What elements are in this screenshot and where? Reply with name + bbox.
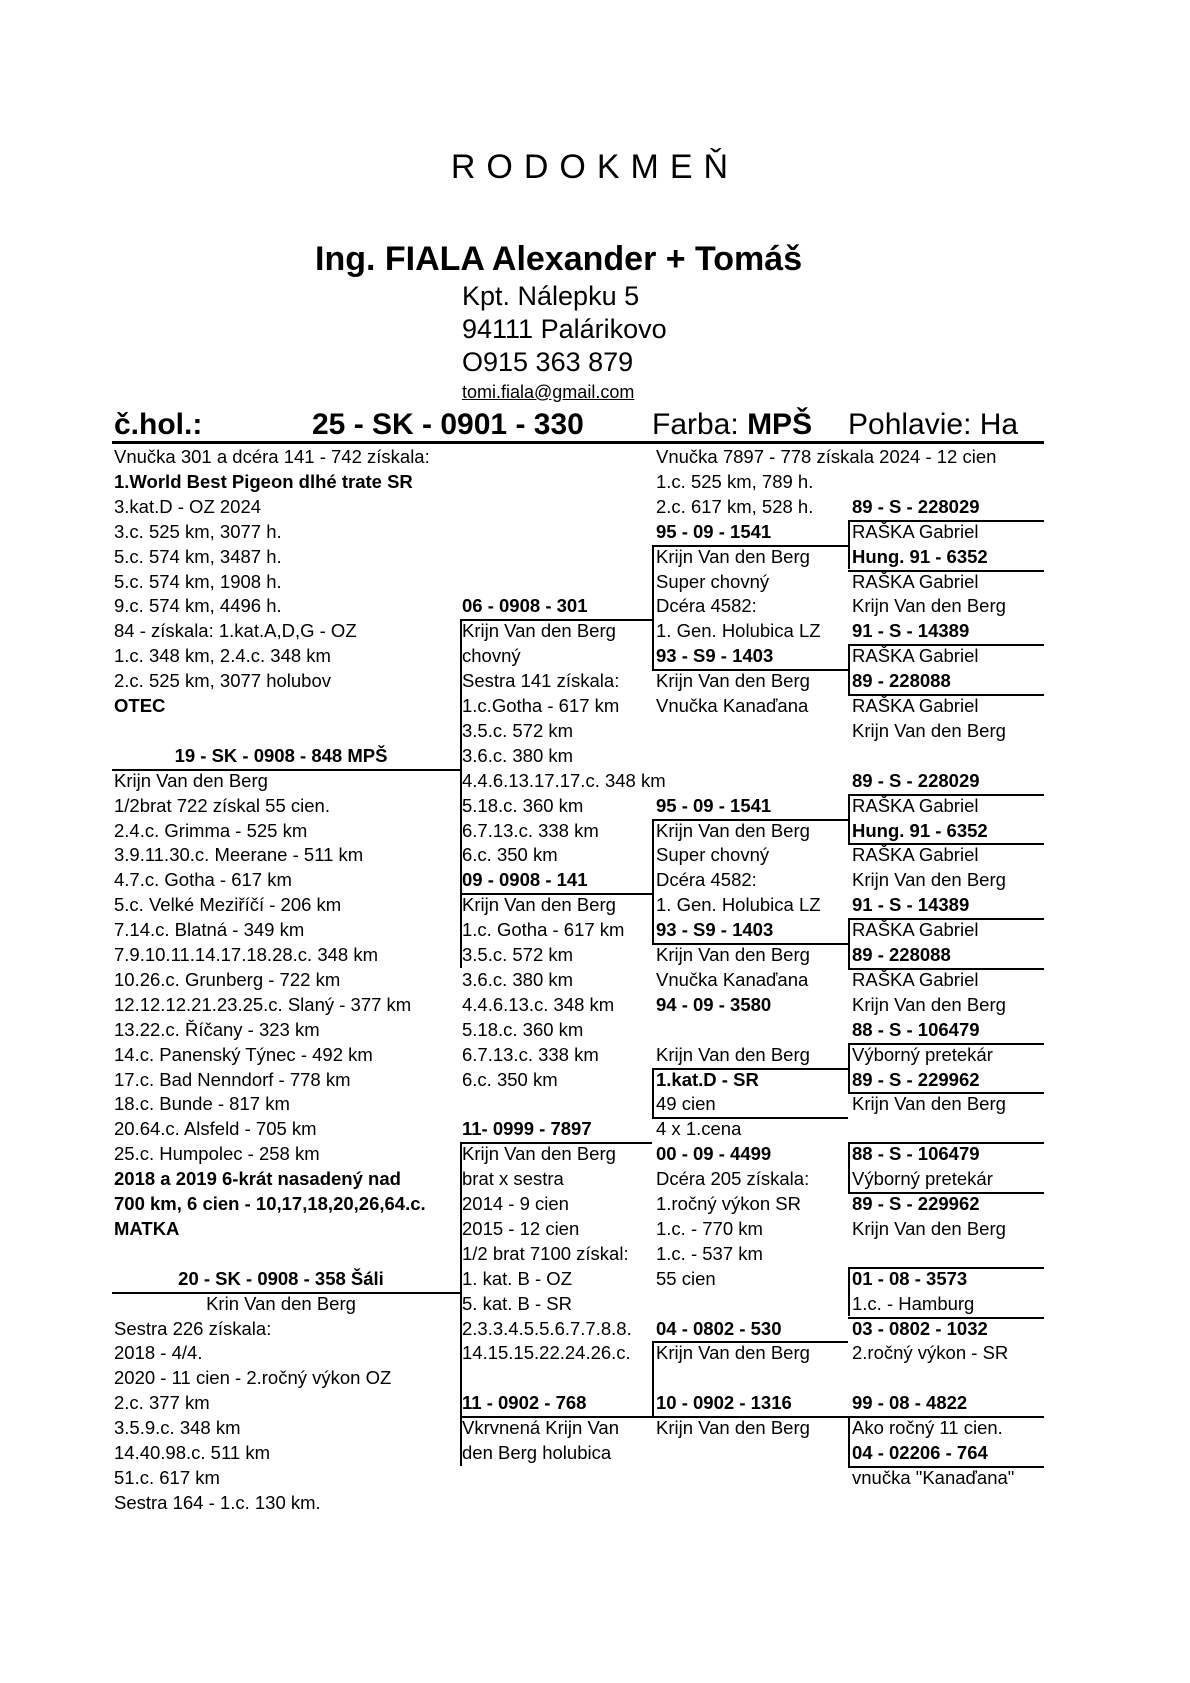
- col4-line: 89 - S - 228029: [852, 495, 980, 517]
- col1-line: 17.c. Bad Nenndorf - 778 km: [114, 1068, 351, 1090]
- bracket-line: [848, 570, 1044, 572]
- col1-line: 20.64.c. Alsfeld - 705 km: [114, 1118, 317, 1140]
- col1-line: Sestra 164 - 1.c. 130 km.: [114, 1491, 321, 1513]
- col3-line: 10 - 0902 - 1316: [656, 1392, 792, 1414]
- bracket-line: [848, 1317, 1044, 1319]
- col1-line: 3.5.9.c. 348 km: [114, 1417, 241, 1439]
- col3-line: Krijn Van den Berg: [656, 670, 810, 692]
- col3-line: Dcéra 205 získala:: [656, 1168, 810, 1190]
- col2-line: den Berg holubica: [462, 1442, 612, 1463]
- col2-line: 6.7.13.c. 338 km: [462, 819, 599, 841]
- bracket-line: [652, 819, 654, 944]
- col1-line: 2.c. 377 km: [114, 1392, 210, 1414]
- col2-line: Sestra 141 získala:: [462, 670, 620, 692]
- bracket-line: [848, 1043, 1044, 1045]
- col1-line: 3.9.11.30.c. Meerane - 511 km: [114, 844, 364, 866]
- bracket-line: [848, 1142, 850, 1192]
- col2-line: 2014 - 9 cien: [462, 1193, 569, 1214]
- sire-label: OTEC: [114, 695, 166, 716]
- col1-line: 1/2brat 722 získal 55 cien.: [114, 794, 330, 816]
- col3-line: 95 - 09 - 1541: [656, 794, 772, 816]
- sire-bracket: [460, 619, 462, 968]
- col1-line: 1.c. 348 km, 2.4.c. 348 km: [114, 645, 331, 667]
- col1-line: 13.22.c. Říčany - 323 km: [114, 1018, 320, 1040]
- col1-line: 12.12.12.21.23.25.c. Slaný - 377 km: [114, 993, 412, 1015]
- bracket-line: [848, 918, 850, 968]
- col4-line: 2.ročný výkon - SR: [852, 1342, 1009, 1364]
- bracket-line: [652, 545, 848, 547]
- col4-line: 88 - S - 106479: [852, 1143, 980, 1165]
- bracket-line: [848, 1192, 1044, 1194]
- col1-line: 5.c. 574 km, 3487 h.: [114, 545, 282, 567]
- col4-line: 89 - S - 229962: [852, 1193, 980, 1214]
- bracket-line: [848, 843, 1044, 845]
- col2-line: 11 - 0902 - 768: [462, 1392, 587, 1414]
- col1-line: 7.14.c. Blatná - 349 km: [114, 919, 305, 941]
- col3-line: Super chovný: [656, 844, 770, 866]
- bracket-line: [848, 1466, 1044, 1468]
- bracket-line: [848, 1043, 850, 1093]
- col3-line: 1.kat.D - SR: [656, 1068, 759, 1090]
- col1-line: 2018 a 2019 6-krát nasadený nad: [114, 1168, 401, 1190]
- col3-line: Krijn Van den Berg: [656, 944, 810, 965]
- col4-line: vnučka "Kanaďana": [852, 1466, 1015, 1488]
- col4-line: Ako ročný 11 cien.: [852, 1417, 1003, 1439]
- col4-line: Krijn Van den Berg: [852, 595, 1006, 617]
- col4-line: 88 - S - 106479: [852, 1018, 980, 1040]
- col2-line: 3.5.c. 572 km: [462, 944, 574, 965]
- col1-line: 14.c. Panenský Týnec - 492 km: [114, 1043, 373, 1065]
- col4-line: RAŠKA Gabriel: [852, 794, 979, 816]
- bracket-line: [848, 968, 1044, 970]
- col2-line: 1/2 brat 7100 získal:: [462, 1242, 629, 1264]
- col1-line: 2018 - 4/4.: [114, 1342, 203, 1364]
- col4-line: RAŠKA Gabriel: [852, 520, 979, 542]
- bracket-line: [652, 1341, 654, 1416]
- col4-line: RAŠKA Gabriel: [852, 919, 979, 941]
- col1-line: Krin Van den Berg: [206, 1292, 356, 1314]
- col2-line: brat x sestra: [462, 1168, 564, 1190]
- bracket-line: [652, 819, 848, 821]
- header-rule: [112, 441, 1044, 444]
- col2-line: Krijn Van den Berg: [462, 620, 616, 642]
- col2-line: 3.5.c. 572 km: [462, 719, 574, 741]
- col2-line: 11- 0999 - 7897: [462, 1118, 592, 1140]
- col4-line: 89 - 228088: [852, 944, 951, 965]
- col3-line: 94 - 09 - 3580: [656, 993, 772, 1015]
- bracket-line: [848, 1142, 1044, 1144]
- color-label: Farba:: [652, 408, 739, 441]
- col3-line: 1.c. - 770 km: [656, 1217, 763, 1239]
- dam-line: [112, 1292, 460, 1294]
- owner-email-link[interactable]: tomi.fiala@gmail.com: [462, 382, 635, 402]
- col3-line: 1.c. - 537 km: [656, 1242, 763, 1264]
- col2-line: Krijn Van den Berg: [462, 894, 616, 916]
- bracket-line: [652, 1068, 654, 1118]
- col3-line: 2.c. 617 km, 528 h.: [656, 495, 814, 517]
- col3-line: 55 cien: [656, 1267, 716, 1289]
- col2-line: 06 - 0908 - 301: [462, 595, 588, 617]
- col4-line: Krijn Van den Berg: [852, 719, 1006, 741]
- col3-line: Dcéra 4582:: [656, 869, 757, 891]
- col2-line: chovný: [462, 645, 521, 667]
- col3-line: Krijn Van den Berg: [656, 1342, 810, 1364]
- col1-line: 9.c. 574 km, 4496 h.: [114, 595, 282, 617]
- bracket-line: [652, 545, 654, 670]
- col2-line: 3.6.c. 380 km: [462, 968, 574, 990]
- col3-line: Dcéra 4582:: [656, 595, 757, 617]
- col1-line: 3.c. 525 km, 3077 h.: [114, 520, 282, 542]
- col3-line: Vnučka 7897 - 778 získala 2024 - 12 cien: [656, 446, 997, 467]
- color-field: [652, 408, 812, 442]
- bracket-line: [848, 1267, 1044, 1269]
- sire-line: [112, 769, 460, 771]
- bracket-line: [652, 1068, 848, 1070]
- bracket-line: [848, 1416, 1044, 1418]
- col1-line: 51.c. 617 km: [114, 1466, 220, 1488]
- page-title: RODOKMEŇ: [450, 148, 740, 186]
- col2-line: 2015 - 12 cien: [462, 1217, 580, 1239]
- col3-line: 4 x 1.cena: [656, 1118, 742, 1140]
- col1-line: 2.4.c. Grimma - 525 km: [114, 819, 308, 841]
- col2-line: 6.c. 350 km: [462, 1068, 558, 1090]
- col4-line: RAŠKA Gabriel: [852, 695, 979, 716]
- col4-line: 1.c. - Hamburg: [852, 1292, 975, 1314]
- col1-line: 20 - SK - 0908 - 358 Šáli: [178, 1267, 384, 1289]
- col4-line: 91 - S - 14389: [852, 894, 970, 916]
- col1-line: 84 - získala: 1.kat.A,D,G - OZ: [114, 620, 357, 642]
- col4-line: RAŠKA Gabriel: [852, 968, 979, 990]
- col2-line: 6.c. 350 km: [462, 844, 558, 866]
- bracket-line: [848, 794, 1044, 796]
- col2-line: 4.4.6.13.c. 348 km: [462, 993, 615, 1015]
- col3-line: Krijn Van den Berg: [656, 545, 810, 567]
- col3-line: 00 - 09 - 4499: [656, 1143, 772, 1165]
- bracket-line: [848, 644, 1044, 646]
- bracket-line: [848, 1416, 850, 1466]
- col2-line: 1. kat. B - OZ: [462, 1267, 572, 1289]
- col4-line: 03 - 0802 - 1032: [852, 1317, 988, 1339]
- sex-field: [848, 408, 1018, 442]
- col4-line: Krijn Van den Berg: [852, 993, 1006, 1015]
- col4-line: 89 - S - 229962: [852, 1068, 980, 1090]
- col4-line: Hung. 91 - 6352: [852, 819, 988, 841]
- col1-line: 3.kat.D - OZ 2024: [114, 495, 262, 517]
- col4-line: 89 - 228088: [852, 670, 951, 692]
- col3-line: 04 - 0802 - 530: [656, 1317, 782, 1339]
- dam-label: MATKA: [114, 1217, 180, 1239]
- col1-line: 7.9.10.11.14.17.18.28.c. 348 km: [114, 944, 378, 965]
- sex-value: Ha: [979, 408, 1019, 441]
- col3-line: Krijn Van den Berg: [656, 819, 810, 841]
- col3-line: Super chovný: [656, 570, 770, 592]
- color-value: MPŠ: [747, 408, 813, 441]
- bracket-line: [460, 1416, 652, 1418]
- col4-line: Výborný pretekár: [852, 1043, 993, 1065]
- bracket-line: [848, 694, 1044, 696]
- bracket-line: [460, 893, 652, 895]
- col1-line: 2.c. 525 km, 3077 holubov: [114, 670, 332, 692]
- col4-line: Krijn Van den Berg: [852, 1093, 1006, 1115]
- col2-line: 4.4.6.13.17.17.c. 348 km: [462, 769, 666, 791]
- col2-line: 1.c. Gotha - 617 km: [462, 919, 625, 941]
- bracket-line: [460, 1142, 652, 1144]
- bracket-line: [848, 1267, 850, 1317]
- col3-line: 1.c. 525 km, 789 h.: [656, 470, 814, 492]
- col4-line: 99 - 08 - 4822: [852, 1392, 968, 1414]
- col2-line: 14.15.15.22.24.26.c.: [462, 1342, 631, 1364]
- col1-line: 5.c. 574 km, 1908 h.: [114, 570, 282, 592]
- bracket-line: [652, 943, 848, 945]
- col3-line: Vnučka Kanaďana: [656, 695, 809, 716]
- col2-line: 5.18.c. 360 km: [462, 1018, 584, 1040]
- col1-line: 14.40.98.c. 511 km: [114, 1442, 270, 1463]
- bracket-line: [848, 794, 850, 844]
- col4-line: 04 - 02206 - 764: [852, 1442, 988, 1463]
- bracket-line: [652, 669, 848, 671]
- col1-line: 4.7.c. Gotha - 617 km: [114, 869, 292, 891]
- col1-line: Sestra 226 získala:: [114, 1317, 272, 1339]
- bracket-line: [848, 520, 1044, 522]
- bracket-line: [460, 619, 652, 621]
- bracket-line: [652, 1416, 848, 1418]
- col3-line: 95 - 09 - 1541: [656, 520, 772, 542]
- bracket-line: [848, 1092, 1044, 1094]
- col2-line: 6.7.13.c. 338 km: [462, 1043, 599, 1065]
- col1-line: 5.c. Velké Meziříčí - 206 km: [114, 894, 342, 916]
- col1-line: 25.c. Humpolec - 258 km: [114, 1143, 320, 1165]
- owner-name: Ing. FIALA Alexander + Tomáš: [315, 240, 803, 278]
- bracket-line: [652, 1117, 848, 1119]
- col2-line: 3.6.c. 380 km: [462, 744, 574, 766]
- col3-line: Vnučka Kanaďana: [656, 968, 809, 990]
- col4-line: RAŠKA Gabriel: [852, 645, 979, 667]
- col1-line: Krijn Van den Berg: [114, 769, 268, 791]
- col2-line: 1.c.Gotha - 617 km: [462, 695, 620, 716]
- bracket-line: [848, 520, 850, 570]
- bracket-line: [652, 1341, 848, 1343]
- col4-line: Výborný pretekár: [852, 1168, 993, 1190]
- col4-line: 91 - S - 14389: [852, 620, 970, 642]
- col3-line: 93 - S9 - 1403: [656, 919, 774, 941]
- col4-line: Hung. 91 - 6352: [852, 545, 988, 567]
- col1-line: 19 - SK - 0908 - 848 MPŠ: [174, 744, 388, 766]
- col2-line: Krijn Van den Berg: [462, 1143, 616, 1165]
- sex-label: Pohlavie:: [848, 408, 972, 441]
- col1-line: Vnučka 301 a dcéra 141 - 742 získala:: [114, 446, 430, 467]
- bracket-line: [848, 918, 1044, 920]
- bracket-line: [848, 644, 850, 694]
- owner-city: 94111 Palárikovo: [462, 314, 667, 344]
- col2-line: Vkrvnená Krijn Van: [462, 1417, 619, 1439]
- col2-line: 2.3.3.4.5.5.6.7.7.8.8.: [462, 1317, 632, 1339]
- col3-line: 1. Gen. Holubica LZ: [656, 620, 821, 642]
- col1-line: 1.World Best Pigeon dlhé trate SR: [114, 470, 413, 492]
- col3-line: Krijn Van den Berg: [656, 1417, 810, 1439]
- col1-line: 18.c. Bunde - 817 km: [114, 1093, 290, 1115]
- col3-line: 1.ročný výkon SR: [656, 1193, 801, 1214]
- col4-line: RAŠKA Gabriel: [852, 570, 979, 592]
- col1-line: 700 km, 6 cien - 10,17,18,20,26,64.c.: [114, 1193, 426, 1214]
- col4-line: Krijn Van den Berg: [852, 1217, 1006, 1239]
- ring-label: č.hol.:: [114, 408, 203, 441]
- col3-line: 1. Gen. Holubica LZ: [656, 894, 821, 916]
- col3-line: 49 cien: [656, 1093, 716, 1115]
- owner-street: Kpt. Nálepku 5: [462, 281, 640, 311]
- col1-line: 10.26.c. Grunberg - 722 km: [114, 968, 341, 990]
- col4-line: Krijn Van den Berg: [852, 869, 1006, 891]
- col4-line: 89 - S - 228029: [852, 769, 980, 791]
- col4-line: 01 - 08 - 3573: [852, 1267, 968, 1289]
- col1-line: 2020 - 11 cien - 2.ročný výkon OZ: [114, 1367, 392, 1389]
- col4-line: RAŠKA Gabriel: [852, 844, 979, 866]
- col2-line: 5. kat. B - SR: [462, 1292, 573, 1314]
- col3-line: 93 - S9 - 1403: [656, 645, 774, 667]
- col3-line: Krijn Van den Berg: [656, 1043, 810, 1065]
- col2-line: 09 - 0908 - 141: [462, 869, 588, 891]
- owner-phone: O915 363 879: [462, 347, 634, 377]
- col2-line: 5.18.c. 360 km: [462, 794, 584, 816]
- ring-number: 25 - SK - 0901 - 330: [312, 408, 584, 441]
